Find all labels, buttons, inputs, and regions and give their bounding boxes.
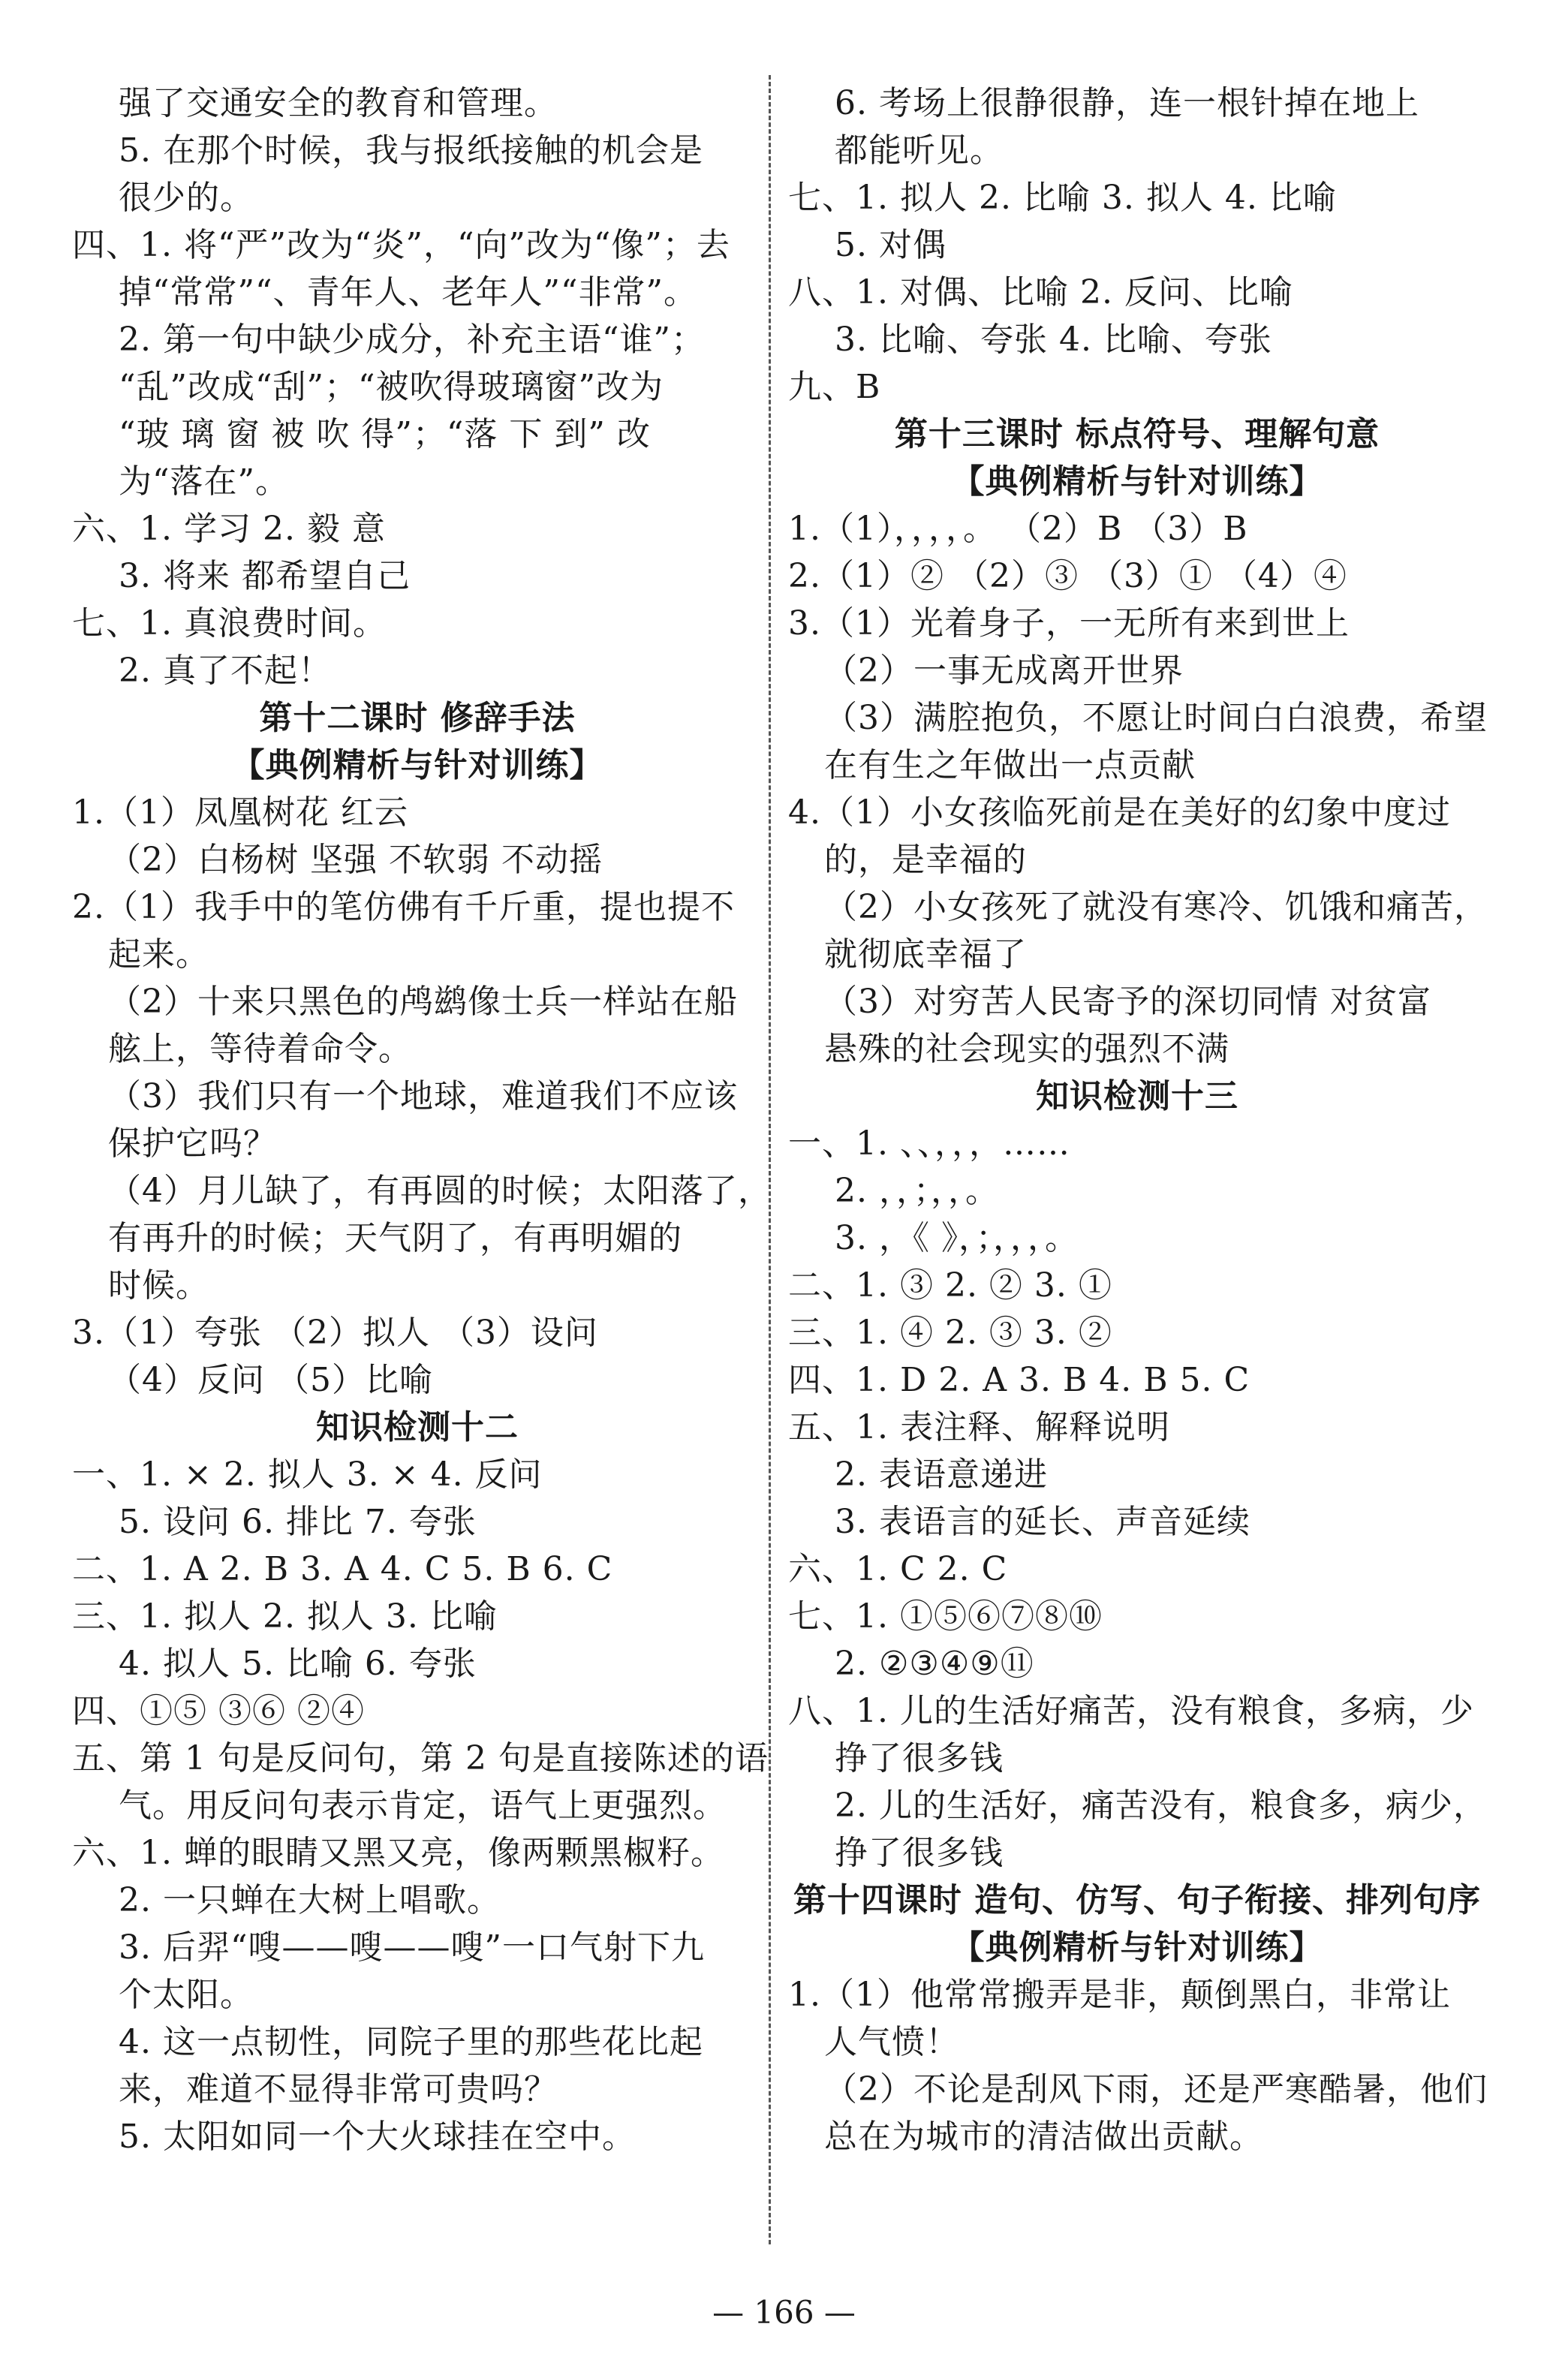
text-line: 人气愤！ bbox=[824, 2023, 959, 2061]
text-line: 1.（1）他常常搬弄是非，颠倒黑白，非常让 bbox=[788, 1976, 1451, 2014]
text-line: 2. 真了不起！ bbox=[119, 652, 332, 690]
text-line: 就彻底幸福了 bbox=[824, 935, 1027, 974]
text-line: 3. 将来 都希望自己 bbox=[119, 557, 411, 595]
text-line: “乱”改成“刮”；“被吹得玻璃窗”改为 bbox=[119, 368, 664, 406]
text-line: 来，难道不显得非常可贵吗？ bbox=[119, 2070, 558, 2109]
text-line: 保护它吗？ bbox=[108, 1124, 277, 1163]
text-line: 五、1. 表注释、解释说明 bbox=[788, 1408, 1170, 1446]
text-line: 六、1. 学习 2. 毅 意 bbox=[72, 510, 386, 548]
text-line: 4.（1）小女孩临死前是在美好的幻象中度过 bbox=[788, 793, 1451, 832]
text-line: 强了交通安全的教育和管理。 bbox=[119, 84, 558, 122]
section-heading: 知识检测十二 bbox=[316, 1408, 519, 1446]
text-line: （2）小女孩死了就没有寒冷、饥饿和痛苦， bbox=[824, 888, 1488, 926]
text-line: 起来。 bbox=[108, 935, 209, 974]
text-line: 一、1. 、、，，，…… bbox=[788, 1124, 1070, 1163]
text-line: 七、1. ①⑤⑥⑦⑧⑩ bbox=[788, 1597, 1103, 1636]
text-line: 3.（1）光着身子，一无所有来到世上 bbox=[788, 604, 1350, 643]
text-line: 4. 这一点韧性，同院子里的那些花比起 bbox=[119, 2023, 703, 2061]
text-line: 挣了很多钱 bbox=[835, 1739, 1004, 1778]
text-line: 1.（1），，，，。 （2）B （3）B bbox=[788, 510, 1248, 548]
text-line: 七、1. 真浪费时间。 bbox=[72, 604, 387, 643]
text-line: 2. 儿的生活好，痛苦没有，粮食多，病少， bbox=[835, 1787, 1487, 1825]
text-line: 四、1. D 2. A 3. B 4. B 5. C bbox=[788, 1361, 1250, 1399]
text-line: “玻 璃 窗 被 吹 得”；“落 下 到” 改 bbox=[119, 415, 651, 453]
text-line: 3. 表语言的延长、声音延续 bbox=[835, 1503, 1250, 1541]
text-line: （3）我们只有一个地球，难道我们不应该 bbox=[108, 1077, 738, 1115]
text-line: 九、B bbox=[788, 368, 881, 406]
text-line: 很少的。 bbox=[119, 179, 254, 217]
text-line: 四、1. 将“严”改为“炎”，“向”改为“像”；去 bbox=[72, 226, 730, 264]
text-line: 六、1. C 2. C bbox=[788, 1550, 1008, 1588]
text-line: 3.（1）夸张 （2）拟人 （3）设问 bbox=[72, 1314, 598, 1352]
text-line: 5. 太阳如同一个大火球挂在空中。 bbox=[119, 2118, 636, 2156]
text-line: 有再升的时候；天气阴了，有再明媚的 bbox=[108, 1219, 682, 1257]
text-line: 2.（1）我手中的笔仿佛有千斤重，提也提不 bbox=[72, 888, 735, 926]
text-line: 3. 后羿“嗖——嗖——嗖”一口气射下九 bbox=[119, 1928, 705, 1967]
text-line: 悬殊的社会现实的强烈不满 bbox=[824, 1030, 1229, 1068]
text-line: （3）满腔抱负，不愿让时间白白浪费，希望 bbox=[824, 699, 1488, 737]
text-line: 挣了很多钱 bbox=[835, 1834, 1004, 1872]
text-line: （2）十来只黑色的鸬鹚像士兵一样站在船 bbox=[108, 983, 738, 1021]
text-line: （4）反问 （5）比喻 bbox=[108, 1361, 433, 1399]
text-line: 二、1. A 2. B 3. A 4. C 5. B 6. C bbox=[72, 1550, 613, 1588]
column-divider bbox=[769, 75, 771, 2244]
text-line: 时候。 bbox=[108, 1266, 209, 1305]
section-heading: 【典例精析与针对训练】 bbox=[231, 746, 603, 784]
text-line: 三、1. ④ 2. ③ 3. ② bbox=[788, 1314, 1112, 1352]
section-heading: 第十二课时 修辞手法 bbox=[259, 699, 576, 737]
text-line: 3. ，《 》，；，，，。 bbox=[835, 1219, 1079, 1257]
text-line: 四、①⑤ ③⑥ ②④ bbox=[72, 1692, 365, 1730]
text-line: （2）不论是刮风下雨，还是严寒酷暑，他们 bbox=[824, 2070, 1488, 2109]
text-line: 5. 对偶 bbox=[835, 226, 947, 264]
text-line: 2. ②③④⑨⑪ bbox=[835, 1645, 1034, 1683]
text-line: 2. 表语意递进 bbox=[835, 1455, 1048, 1494]
text-line: 5. 设问 6. 排比 7. 夸张 bbox=[119, 1503, 477, 1541]
text-line: 1.（1）凤凰树花 红云 bbox=[72, 793, 408, 832]
text-line: 2. 一只蝉在大树上唱歌。 bbox=[119, 1881, 501, 1919]
text-line: 的，是幸福的 bbox=[824, 841, 1027, 879]
text-line: 气。用反问句表示肯定，语气上更强烈。 bbox=[119, 1787, 727, 1825]
text-line: 八、1. 儿的生活好痛苦，没有粮食，多病，少 bbox=[788, 1692, 1474, 1730]
text-line: 三、1. 拟人 2. 拟人 3. 比喻 bbox=[72, 1597, 498, 1636]
section-heading: 第十四课时 造句、仿写、句子衔接、排列句序 bbox=[793, 1881, 1482, 1919]
section-heading: 【典例精析与针对训练】 bbox=[951, 462, 1323, 501]
left-column bbox=[72, 80, 772, 2160]
text-line: （2）一事无成离开世界 bbox=[824, 652, 1184, 690]
text-line: 2. 第一句中缺少成分，补充主语“谁”； bbox=[119, 321, 705, 359]
text-line: 舷上，等待着命令。 bbox=[108, 1030, 412, 1068]
text-line: 4. 拟人 5. 比喻 6. 夸张 bbox=[119, 1645, 477, 1683]
text-line: （2）白杨树 坚强 不软弱 不动摇 bbox=[108, 841, 603, 879]
text-line: 都能听见。 bbox=[835, 131, 1004, 170]
text-line: 2. ，，；，，。 bbox=[835, 1172, 999, 1210]
text-line: 个太阳。 bbox=[119, 1976, 254, 2014]
text-line: 五、第 1 句是反问句，第 2 句是直接陈述的语 bbox=[72, 1739, 769, 1778]
page-number: — 166 — bbox=[712, 2294, 856, 2331]
text-line: （3）对穷苦人民寄予的深切同情 对贫富 bbox=[824, 983, 1431, 1021]
text-line: 为“落在”。 bbox=[119, 462, 289, 501]
text-line: 一、1. × 2. 拟人 3. × 4. 反问 bbox=[72, 1455, 543, 1494]
text-line: 2.（1）② （2）③ （3）① （4）④ bbox=[788, 557, 1347, 595]
text-line: 七、1. 拟人 2. 比喻 3. 拟人 4. 比喻 bbox=[788, 179, 1337, 217]
text-line: 掉“常常”“、青年人、老年人”“非常”。 bbox=[119, 273, 697, 312]
text-line: 六、1. 蝉的眼睛又黑又亮，像两颗黑椒籽。 bbox=[72, 1834, 724, 1872]
section-heading: 知识检测十三 bbox=[1036, 1077, 1238, 1115]
section-heading: 【典例精析与针对训练】 bbox=[951, 1928, 1323, 1967]
text-line: 5. 在那个时候，我与报纸接触的机会是 bbox=[119, 131, 703, 170]
text-line: （4）月儿缺了，有再圆的时候；太阳落了， bbox=[108, 1172, 772, 1210]
text-line: 在有生之年做出一点贡献 bbox=[824, 746, 1196, 784]
text-line: 八、1. 对偶、比喻 2. 反问、比喻 bbox=[788, 273, 1293, 312]
text-line: 总在为城市的清洁做出贡献。 bbox=[824, 2118, 1263, 2156]
section-heading: 第十三课时 标点符号、理解句意 bbox=[894, 415, 1380, 453]
right-column bbox=[788, 80, 1486, 2160]
text-line: 6. 考场上很静很静，连一根针掉在地上 bbox=[835, 84, 1419, 122]
text-line: 二、1. ③ 2. ② 3. ① bbox=[788, 1266, 1112, 1305]
text-line: 3. 比喻、夸张 4. 比喻、夸张 bbox=[835, 321, 1272, 359]
